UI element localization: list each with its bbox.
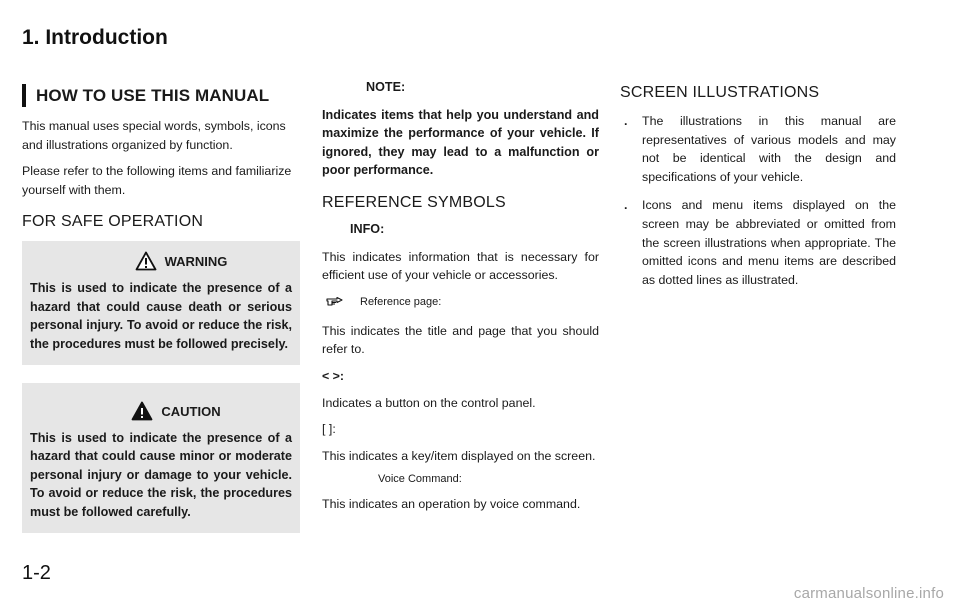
page-number: 1-2 <box>22 562 51 584</box>
angle-bracket-text: Indicates a button on the control panel. <box>322 395 536 410</box>
screen-illustrations-heading: SCREEN ILLUSTRATIONS <box>620 84 820 101</box>
chapter-title: 1. Introduction <box>22 26 168 49</box>
pointing-hand-icon <box>326 293 346 312</box>
bullet-icon: . <box>624 114 628 128</box>
bullet-text: The illustrations in this manual are representatives of various models and may not be identical with the design and specifications of your vehicle. <box>642 114 896 184</box>
voice-command-text: This indicates an operation by voice command. <box>322 497 581 512</box>
list-item <box>620 196 896 289</box>
warning-title-row <box>30 251 292 271</box>
intro-paragraph-2: Please refer to the following items and familiarize yourself with them. <box>22 164 292 197</box>
caution-text: This is used to indicate the presence of a hazard that could cause minor or moderate personal injury or damage to your vehicle. To avoid or reduce the risk, the procedures must be followed carefully. <box>30 431 292 519</box>
reference-symbols-heading: REFERENCE SYMBOLS <box>322 193 506 211</box>
info-text: This indicates information that is necessary for efficient use of your vehicle or accessories. <box>322 249 599 283</box>
bullet-icon: . <box>624 198 628 213</box>
column-middle <box>322 80 599 522</box>
warning-title: WARNING <box>164 253 228 269</box>
caution-icon <box>131 401 153 421</box>
info-heading: INFO: <box>350 221 385 236</box>
voice-command-label: Voice Command: <box>378 473 462 486</box>
bullet-text: Icons and menu items displayed on the screen may be abbreviated or omitted from the screen illustrations when appropriate. The omitted icons and menu items are described as dotted lines as illustrated. <box>642 198 896 287</box>
caution-box <box>22 383 300 533</box>
reference-page-text: This indicates the title and page that you should refer to. <box>322 323 599 357</box>
caution-title: CAUTION <box>161 403 221 419</box>
warning-box <box>22 241 300 365</box>
watermark: carmanualsonline.info <box>793 585 944 602</box>
reference-page-label: Reference page: <box>360 296 442 309</box>
column-left <box>22 84 300 551</box>
warning-text: This is used to indicate the presence of a hazard that could cause death or serious personal injury. To avoid or reduce the risk, the procedures must be followed precisely. <box>30 281 292 351</box>
section-heading-text: HOW TO USE THIS MANUAL <box>36 85 270 105</box>
column-right <box>620 84 896 299</box>
square-bracket-text: This indicates a key/item displayed on the screen. <box>322 448 596 463</box>
note-heading: NOTE: <box>366 80 406 94</box>
reference-page-row <box>326 293 599 312</box>
caution-title-row <box>30 401 292 421</box>
angle-bracket-symbol: < >: <box>322 369 345 383</box>
intro-paragraph-1: This manual uses special words, symbols, icons and illustrations organized by function. <box>22 119 286 152</box>
warning-icon <box>135 251 157 271</box>
safe-operation-heading: FOR SAFE OPERATION <box>22 213 204 231</box>
square-bracket-symbol: [ ]: <box>322 422 336 437</box>
note-text: Indicates items that help you understand and maximize the performance of your vehicle. If ignored, they may lead to a malfunction or poor performance. <box>322 108 599 178</box>
section-heading <box>22 84 300 107</box>
list-item <box>620 112 896 186</box>
section-bar <box>22 84 26 107</box>
